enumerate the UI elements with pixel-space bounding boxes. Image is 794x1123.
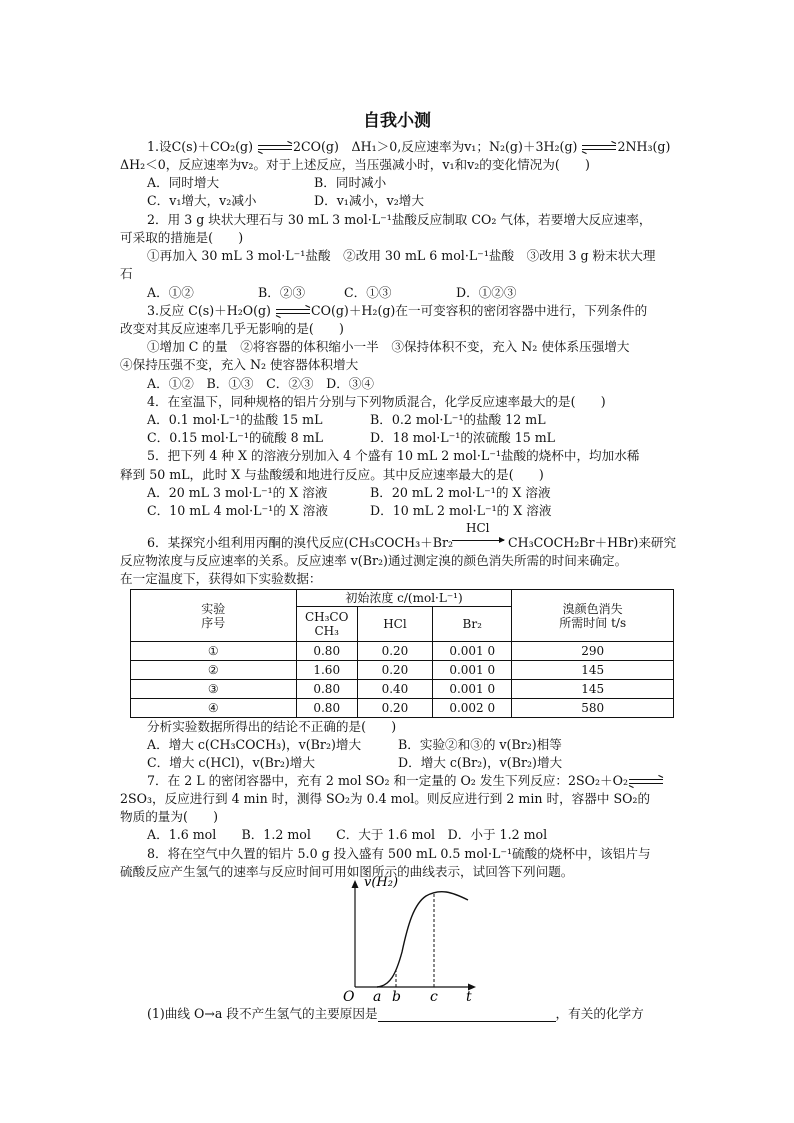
- q1-text-c: 2NH₃(g): [617, 139, 671, 154]
- q7-line3: 物质的量为( ): [120, 809, 218, 824]
- table-cell: ③: [131, 680, 297, 699]
- q5-option-b: B．20 mL 2 mol·L⁻¹的 X 溶液: [370, 485, 551, 500]
- reaction-arrow-icon: [452, 540, 504, 541]
- q1-line1: [147, 138, 670, 155]
- table-cell: ②: [131, 661, 297, 680]
- point-b-label: b: [392, 989, 401, 1004]
- equilibrium-arrow-icon: [258, 144, 292, 152]
- q6-line3: 在一定温度下，获得如下实验数据：: [120, 571, 322, 586]
- header-initial-concentration: 初始浓度 c/(mol·L⁻¹): [296, 590, 512, 607]
- table-row: [131, 699, 674, 718]
- q4-option-c: C．0.15 mol·L⁻¹的硫酸 8 mL: [147, 430, 323, 445]
- q5-option-c: C．10 mL 4 mol·L⁻¹的 X 溶液: [147, 503, 328, 518]
- q4-option-b: B．0.2 mol·L⁻¹的盐酸 12 mL: [370, 412, 546, 427]
- q2-option-c: C．①③: [344, 285, 392, 300]
- q7-line1: [147, 772, 664, 789]
- table-cell: 0.20: [357, 642, 432, 661]
- q6-option-b: B．实验②和③的 v(Br₂)相等: [398, 737, 562, 752]
- q3-line3: ①增加 C 的量 ②将容器的体积缩小一半 ③保持体积不变，充入 N₂ 使体系压强增大: [147, 339, 630, 354]
- y-axis-arrow-icon: [352, 880, 359, 888]
- table-cell: 1.60: [296, 661, 357, 680]
- q5-option-d: D．10 mL 2 mol·L⁻¹的 X 溶液: [370, 503, 552, 518]
- table-cell: 0.40: [357, 680, 432, 699]
- q6-line1a: 6．某探究小组利用丙酮的溴代反应(CH₃COCH₃＋Br₂: [147, 535, 454, 550]
- header-time: 溴颜色消失 所需时间 t/s: [512, 590, 674, 642]
- q8-line2: 硫酸反应产生氢气的速率与反应时间可用如图所示的曲线表示，试回答下列问题。: [120, 864, 574, 879]
- q1-option-a: A．同时增大: [147, 175, 220, 190]
- q1-text-b: 2CO(g) ΔH₁＞0,反应速率为v₁；N₂(g)＋3H₂(g): [293, 139, 582, 154]
- q2-line4: 石: [120, 266, 133, 281]
- table-row: [131, 642, 674, 661]
- q2-option-a: A．①②: [147, 285, 194, 300]
- equilibrium-arrow-icon: [629, 778, 663, 786]
- q1-option-c: C．v₁增大，v₂减小: [147, 193, 257, 208]
- q2-line3: ①再加入 30 mL 3 mol·L⁻¹盐酸 ②改用 30 mL 6 mol·L⁻¹盐酸 ③改用 3 g 粉末状大理: [147, 248, 656, 263]
- q3-line2: 改变对其反应速率几乎无影响的是( ): [120, 321, 344, 336]
- header-acetone: CH₃CO CH₃: [296, 607, 357, 642]
- table-cell: 145: [512, 661, 674, 680]
- q6-line2: 反应物浓度与反应速率的关系。反应速率 v(Br₂)通过测定溴的颜色消失所需的时间来确定。: [120, 553, 628, 568]
- q2-option-d: D．①②③: [456, 285, 517, 300]
- table-cell: 580: [512, 699, 674, 718]
- q4-option-d: D．18 mol·L⁻¹的浓硫酸 15 mL: [370, 430, 556, 445]
- table-cell: 0.20: [357, 699, 432, 718]
- catalyst-label: HCl: [466, 521, 490, 535]
- table-cell: ①: [131, 642, 297, 661]
- table-cell: ④: [131, 699, 297, 718]
- header-experiment: 实验 序号: [131, 590, 297, 642]
- table-cell: 0.80: [296, 699, 357, 718]
- table-cell: 0.80: [296, 642, 357, 661]
- table-cell: 0.001 0: [433, 642, 512, 661]
- q2-line1: 2．用 3 g 块状大理石与 30 mL 3 mol·L⁻¹盐酸反应制取 CO₂ 气体，若要增大反应速率，: [147, 212, 652, 227]
- experiment-table: [130, 589, 674, 718]
- table-cell: 0.002 0: [433, 699, 512, 718]
- t-axis-label: t: [466, 989, 472, 1004]
- page-title: 自我小测: [363, 111, 431, 131]
- q5-line2: 释到 50 mL，此时 X 与盐酸缓和地进行反应。其中反应速率最大的是( ): [120, 467, 544, 482]
- table-row: [131, 680, 674, 699]
- q2-option-b: B．②③: [258, 285, 306, 300]
- table-cell: 290: [512, 642, 674, 661]
- equilibrium-arrow-icon: [582, 144, 616, 152]
- q3-options: A．①② B．①③ C．②③ D．③④: [147, 376, 374, 391]
- q3-text-a: 3.反应 C(s)＋H₂O(g): [147, 303, 275, 318]
- q1-line2: ΔH₂＜0，反应速率为v₂。对于上述反应，当压强减小时，v₁和v₂的变化情况为( ): [120, 157, 590, 172]
- q6-question: 分析实验数据所得出的结论不正确的是( ): [147, 719, 397, 734]
- q4-line1: 4．在室温下，同种规格的铝片分别与下列物质混合，化学反应速率最大的是( ): [147, 394, 606, 409]
- q7-options: A．1.6 mol B．1.2 mol C．大于 1.6 mol D．小于 1.2 mol: [147, 827, 548, 842]
- q8-sub1: [147, 1005, 644, 1022]
- q8-sub1-text-a: (1)曲线 O→a 段不产生氢气的主要原因是: [147, 1006, 378, 1021]
- q6-line1b: CH₃COCH₂Br＋HBr)来研究: [508, 535, 677, 550]
- y-axis-label: v(H₂): [364, 875, 399, 890]
- header-hcl: HCl: [357, 607, 432, 642]
- q3-line4: ④保持压强不变，充入 N₂ 使容器体积增大: [120, 357, 359, 372]
- table-cell: 0.80: [296, 680, 357, 699]
- rate-curve: [377, 892, 468, 987]
- point-c-label: c: [430, 989, 438, 1004]
- origin-label: O: [343, 989, 355, 1004]
- table-cell: 145: [512, 680, 674, 699]
- table-cell: 0.001 0: [433, 680, 512, 699]
- q5-line1: 5．把下列 4 种 X 的溶液分别加入 4 个盛有 10 mL 2 mol·L⁻¹盐酸的烧杯中，均加水稀: [147, 448, 640, 463]
- q6-option-d: D．增大 c(Br₂)，v(Br₂)增大: [398, 755, 563, 770]
- q3-text-b: CO(g)＋H₂(g)在一可变容积的密闭容器中进行，下列条件的: [310, 303, 648, 318]
- table-cell: 0.20: [357, 661, 432, 680]
- q8-line1: 8．将在空气中久置的铝片 5.0 g 投入盛有 500 mL 0.5 mol·L⁻¹硫酸的烧杯中，该铝片与: [147, 846, 651, 861]
- q2-line2: 可采取的措施是( ): [120, 230, 244, 245]
- q3-line1: [147, 302, 647, 319]
- q7-text-a: 7．在 2 L 的密闭容器中，充有 2 mol SO₂ 和一定量的 O₂ 发生下列反应：2SO₂＋O₂: [147, 773, 628, 788]
- q1-text-a: 1.设C(s)＋CO₂(g): [147, 139, 258, 154]
- q5-option-a: A．20 mL 3 mol·L⁻¹的 X 溶液: [147, 485, 328, 500]
- table-cell: 0.001 0: [433, 661, 512, 680]
- table-row: [131, 661, 674, 680]
- q8-sub1-text-b: ，有关的化学方: [555, 1006, 644, 1021]
- rate-time-graph: [330, 874, 490, 1004]
- q6-option-a: A．增大 c(CH₃COCH₃)，v(Br₂)增大: [147, 737, 362, 752]
- q1-option-b: B．同时减小: [314, 175, 387, 190]
- q7-line2: 2SO₃，反应进行到 4 min 时，测得 SO₂为 0.4 mol。则反应进行到 2 min 时，容器中 SO₂的: [120, 791, 651, 806]
- answer-blank[interactable]: [378, 1007, 556, 1022]
- q6-option-c: C．增大 c(HCl)，v(Br₂)增大: [147, 755, 315, 770]
- q4-option-a: A．0.1 mol·L⁻¹的盐酸 15 mL: [147, 412, 323, 427]
- point-a-label: a: [373, 989, 382, 1004]
- q1-option-d: D．v₁减小，v₂增大: [314, 193, 424, 208]
- header-br2: Br₂: [433, 607, 512, 642]
- equilibrium-arrow-icon: [276, 308, 310, 316]
